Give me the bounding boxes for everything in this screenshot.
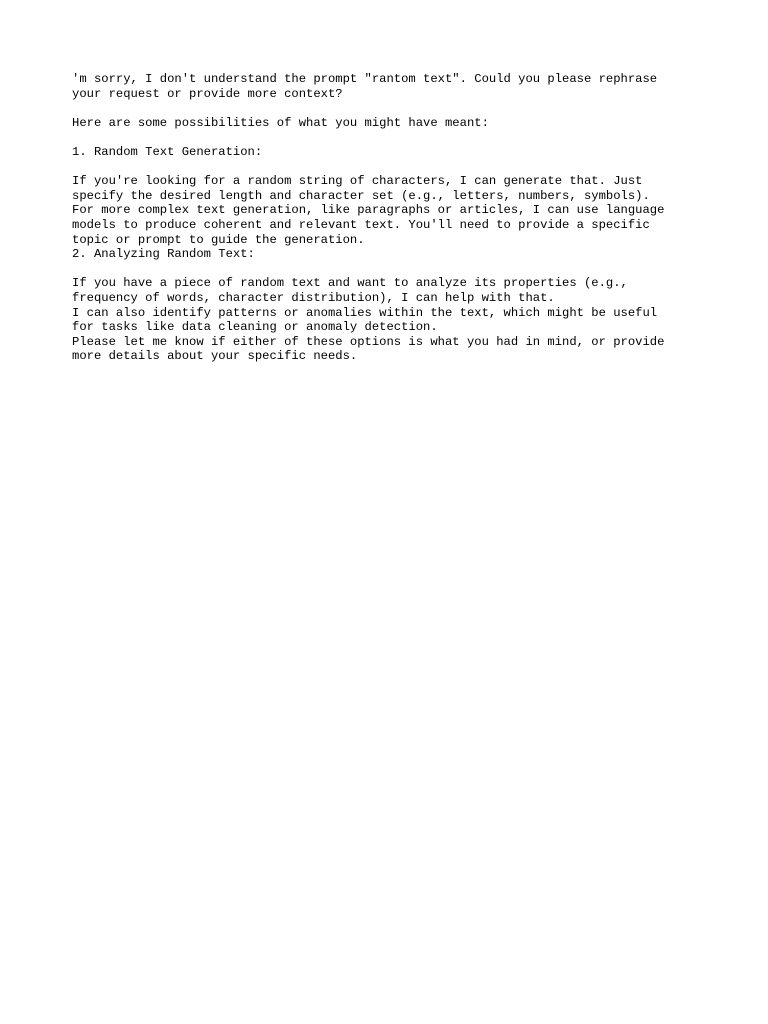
section2-heading: 2. Analyzing Random Text: (72, 247, 255, 262)
closing-line: more details about your specific needs. (72, 349, 358, 364)
closing-line: Please let me know if either of these options is what you had in mind, or provide (72, 334, 665, 349)
blank-line (72, 130, 696, 145)
blank-line (72, 160, 696, 175)
intro-line: 'm sorry, I don't understand the prompt "rantom text". Could you please rephrase (72, 72, 658, 86)
section1-body-line: models to produce coherent and relevant text. You'll need to provide a specific (72, 217, 650, 232)
section1-body-line: topic or prompt to guide the generation. (72, 232, 365, 247)
blank-line (72, 101, 696, 116)
blank-line (72, 262, 696, 277)
possibilities-heading: Here are some possibilities of what you might have meant: (72, 115, 489, 130)
section2-body-line: If you have a piece of random text and want to analyze its properties (e.g., (72, 276, 628, 291)
section2-body-line: I can also identify patterns or anomalies within the text, which might be useful (72, 305, 658, 320)
intro-line: your request or provide more context? (72, 86, 343, 101)
text-document (72, 72, 696, 364)
section1-body-line: For more complex text generation, like paragraphs or articles, I can use language (72, 203, 665, 218)
section1-body-line: If you're looking for a random string of characters, I can generate that. Just (72, 174, 643, 189)
section2-body-line: for tasks like data cleaning or anomaly detection. (72, 320, 438, 335)
section2-body-line: frequency of words, character distribution), I can help with that. (72, 290, 555, 305)
section1-heading: 1. Random Text Generation: (72, 144, 263, 159)
section1-body-line: specify the desired length and character set (e.g., letters, numbers, symbols). (72, 188, 650, 203)
